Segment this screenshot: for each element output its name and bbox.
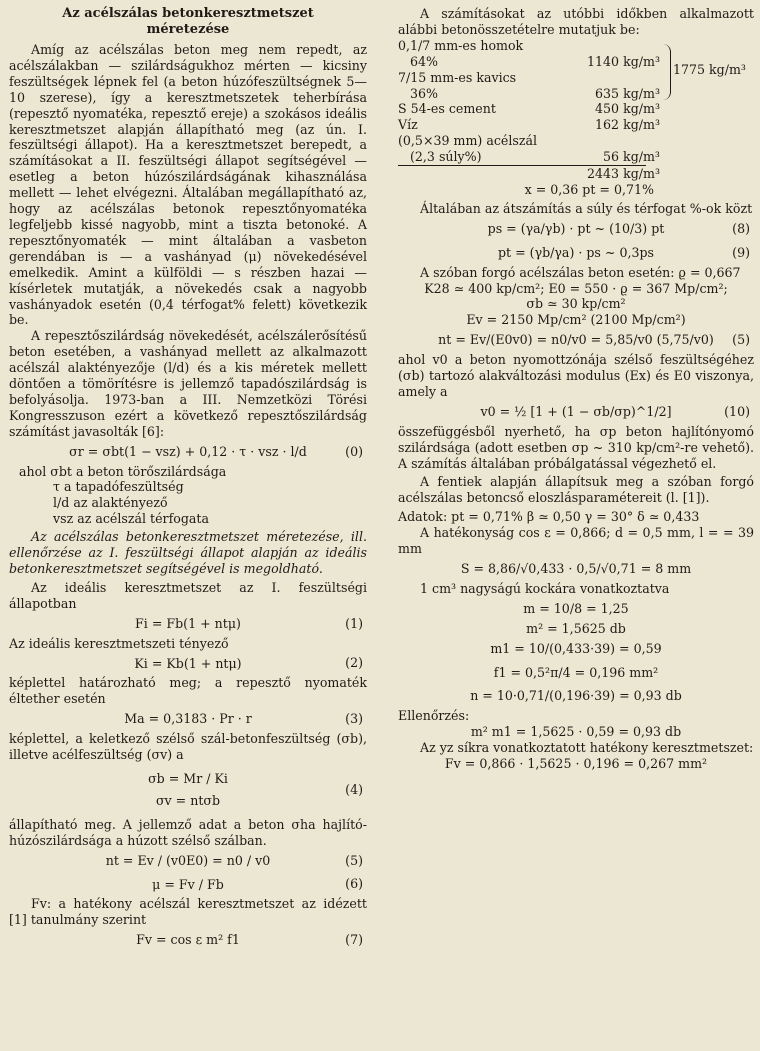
right-column: [398, 6, 754, 772]
equation-10-formula: v0 = ½ [1 + (1 − σb/σp)^1/2]: [480, 403, 672, 419]
equation-f1-formula: f1 = 0,5²π/4 = 0,196 mm²: [493, 664, 659, 680]
equation-m-formula: m = 10/8 = 1,25: [523, 600, 629, 616]
mix-row: [398, 86, 660, 102]
equation-S: [398, 557, 754, 581]
equation-5-formula: nt = Ev / (v0E0) = n0 / v0: [105, 852, 271, 868]
section-title: [9, 6, 367, 38]
crack-strength-paragraph: A repesztőszilárdság növekedését, acélszálerősítésű beton esetében, a vashányad mellett az alkalmazott acélszál alaktényezője (l/d) és a kis méretek mellett döntően a tömörítésre is jellemző tapadószilárdság is befolyásolja. 1973-ban a III. Nemzetközi Törési Kongresszuson ezért a következő repesztőszilárdság számítást javasolták [6]:: [9, 328, 367, 439]
cube-paragraph: 1 cm³ nagyságú kockára vonatkoztatva: [420, 580, 670, 596]
equation-m1: [398, 637, 754, 661]
equation-1-number: (1): [345, 615, 363, 631]
mix-row-value: 1140 kg/m³: [587, 53, 660, 69]
equation-7-number: (7): [345, 932, 363, 948]
equation-4: [9, 763, 367, 817]
definition-sigma-bt: ahol σbt a beton törőszilárdsága: [19, 463, 227, 479]
equation-2: [9, 652, 367, 676]
mix-intro-paragraph: A számításokat az utóbbi időkben alkalmazott alábbi betonösszetételre mutatjuk be:: [398, 6, 754, 37]
equation-6-formula: μ = Fv / Fb: [152, 876, 224, 892]
efficiency-paragraph: A hatékonyság cos ε = 0,866; d = 0,5 mm, l = = 39 mm: [398, 525, 754, 557]
equation-f1: [398, 661, 754, 685]
mix-row-value: 56 kg/m³: [603, 149, 660, 165]
definition-ld: l/d az alaktényező: [53, 495, 168, 511]
equation-4a-formula: σb = Mr / Ki: [148, 770, 228, 786]
mix-row: [398, 149, 660, 165]
check-heading: Ellenőrzés:: [398, 708, 470, 724]
mix-row: [398, 70, 660, 86]
v0-paragraph: ahol v0 a beton nyomottzónája szélső feszültségéhez (σb) tartozó alakváltozási modulus (Ex) és E0 viszonya, amely a: [398, 352, 754, 399]
equation-n-formula: n = 10·0,71/(0,196·39) = 0,93 db: [470, 688, 682, 704]
equation-8: [398, 217, 754, 241]
bending-strength-paragraph: összefüggésből nyerhető, ha σp beton hajlítónyomó szilárdsága (adott esetben σp ~ 310 kp/cm²-re vehető). A számítás általában próbálgatással végezhető el.: [398, 423, 754, 471]
equation-6: [9, 873, 367, 897]
aggregate-total: 1775 kg/m³: [673, 61, 746, 77]
design-paragraph: Az acélszálas betonkeresztmetszet méretezése, ill. ellenőrzése az I. feszültségi állapot alapján az ideális betonkeresztmetszet segítségével is megoldható.: [9, 529, 367, 576]
yz-plane-paragraph: Az yz síkra vonatkoztatott hatékony keresztmetszet:: [420, 740, 754, 756]
stress-paragraph: képlettel, a keletkező szélső szál-betonfeszültség (σb), illetve acélfeszültség (σv) a: [9, 731, 367, 763]
mix-row-value: 162 kg/m³: [595, 117, 660, 133]
equation-3-formula: Ma = 0,3183 · Pr · r: [124, 711, 252, 727]
equation-4-number: (4): [345, 781, 363, 797]
concrete-data-paragraph: A szóban forgó acélszálas beton esetén: ϱ = 0,667: [420, 264, 741, 280]
equation-0: [9, 440, 367, 464]
equation-1: [9, 612, 367, 636]
mix-row: [398, 117, 660, 133]
moment-paragraph: képlettel határozható meg; a repesztő nyomaték éltether esetén: [9, 675, 367, 707]
equation-6-number: (6): [345, 876, 363, 892]
mix-rows: [398, 38, 660, 198]
effective-section-paragraph: Fv: a hatékony acélszál keresztmetszet az idézett [1] tanulmány szerint: [9, 896, 367, 928]
mix-row-value: 450 kg/m³: [595, 101, 660, 117]
mix-row-name: S 54-es cement: [398, 101, 496, 117]
equation-Fv: Fv = 0,866 · 1,5625 · 0,196 = 0,267 mm²: [444, 756, 708, 772]
mix-row-name: (2,3 súly%): [410, 149, 482, 165]
mix-row: [398, 38, 660, 54]
equation-7: [9, 928, 367, 952]
equation-10-number: (10): [724, 403, 750, 419]
mix-row: [398, 133, 660, 149]
equation-1-formula: Fi = Fb(1 + ntμ): [135, 615, 241, 631]
distribution-paragraph: A fentiek alapján állapítsuk meg a szóban forgó acélszálas betoncső eloszlásparamétereit (l. [1]).: [398, 474, 754, 506]
mix-table: [398, 38, 754, 198]
equation-9-number: (9): [732, 244, 750, 260]
equation-0-number: (0): [345, 443, 363, 459]
left-column: [9, 6, 367, 952]
mix-row-value: 635 kg/m³: [595, 85, 660, 101]
conversion-paragraph: Általában az átszámítás a súly és térfogat %-ok közt: [420, 200, 753, 216]
equation-0-formula: σr = σbt(1 − vsz) + 0,12 · τ · vsz · l/d: [69, 443, 307, 459]
equation-n: [398, 684, 754, 708]
characteristic-paragraph: állapítható meg. A jellemző adat a beton σha hajlító-húzószilárdsága a húzott szélső szálban.: [9, 816, 367, 848]
mix-row-name: 7/15 mm-es kavics: [398, 69, 517, 85]
equation-4b-formula: σv = ntσb: [155, 792, 221, 808]
ideal-section-paragraph: Az ideális keresztmetszet az I. feszültségi állapotban: [9, 579, 367, 611]
equation-3: [9, 707, 367, 731]
equation-5-right: [398, 328, 754, 352]
equation-10: [398, 400, 754, 424]
check-equation: m² m1 = 1,5625 · 0,59 = 0,93 db: [470, 724, 682, 740]
input-data-line: Adatok: pt = 0,71% β ≃ 0,50 γ = 30° δ ≃ 0,433: [398, 509, 700, 525]
mix-row-name: 0,1/7 mm-es homok: [398, 37, 524, 53]
equation-5-number: (5): [345, 852, 363, 868]
equation-5: [9, 849, 367, 873]
equation-5-right-number: (5): [732, 332, 750, 348]
equation-m1-formula: m1 = 10/(0,433·39) = 0,59: [490, 640, 662, 656]
definition-vsz: vsz az acélszál térfogata: [53, 511, 209, 527]
ev-line: Ev = 2150 Mp/cm² (2100 Mp/cm²): [466, 312, 686, 328]
mix-row-name: (0,5×39 mm) acélszál: [398, 133, 537, 149]
section-title-line-2: méretezése: [146, 22, 230, 37]
equation-2-number: (2): [345, 655, 363, 671]
equation-8-formula: ps = (γa/γb) · pt ~ (10/3) pt: [487, 220, 665, 236]
ideal-factor-paragraph: Az ideális keresztmetszeti tényező: [9, 635, 229, 651]
equation-9: [398, 241, 754, 265]
mix-row-name: 64%: [410, 53, 438, 69]
mix-row: [398, 101, 660, 117]
sigma-b-line: σb ≃ 30 kp/cm²: [526, 296, 626, 312]
equation-3-number: (3): [345, 711, 363, 727]
k28-line: K28 ≃ 400 kp/cm²; E0 = 550 · ϱ = 367 Mp/cm²;: [424, 280, 728, 296]
intro-paragraph: Amíg az acélszálas beton meg nem repedt, az acélszálakban — szilárdságukhoz mérten — kicsiny feszültségek lépnek fel (a beton húzófeszültségnek 5—10 szerese), így a keresztmetszetek teherbírása (repesztő nyomatéka, repesztő ereje) a szokásos ideális keresztmetszet alapján állapítható meg (az ún. I. feszültségi állapot). Ha a keresztmetszet berepedt, a számításokat a II. feszültségi állapot segítségével — esetleg a beton húzószilárdságának kihasználása mellett — lehet elvégezni. Általában megállapítható az, hogy az acélszálas betonok repesztőnyomatéka legfeljebb kissé nagyobb, mint a tiszta betonoké. A repesztőnyomaték — mint általában a vasbeton gerendában is — a vashányad (μ) növekedésével emelkedik. Amint a külföldi — s részben hazai — kísérletek mutatják, a növekedés csak a nagyobb vashányadok esetén (0,4 térfogat% felett) következik be.: [9, 42, 367, 328]
mix-row-name: 36%: [410, 85, 438, 101]
equation-m: [398, 597, 754, 621]
aggregate-brace: [662, 44, 671, 100]
symbol-definitions: [19, 464, 367, 528]
section-title-line-1: Az acélszálas betonkeresztmetszet: [62, 6, 314, 21]
equation-9-formula: pt = (γb/γa) · ps ~ 0,3ps: [497, 244, 655, 260]
mix-row: [398, 54, 660, 70]
mix-row-name: Víz: [398, 117, 418, 133]
equation-2-formula: Ki = Kb(1 + ntμ): [134, 655, 242, 671]
mix-ratios: x = 0,36 pt = 0,71%: [524, 181, 654, 197]
equation-m2: m² = 1,5625 db: [526, 620, 626, 636]
equation-8-number: (8): [732, 220, 750, 236]
definition-tau: τ a tapadófeszültség: [53, 479, 184, 495]
mix-total: 2443 kg/m³: [587, 166, 660, 182]
equation-S-formula: S = 8,86/√0,433 · 0,5/√0,71 = 8 mm: [460, 561, 692, 576]
equation-7-formula: Fv = cos ε m² f1: [136, 932, 240, 948]
equation-5-right-formula: nt = Ev/(E0v0) = n0/v0 = 5,85/v0 (5,75/v0): [438, 332, 714, 348]
